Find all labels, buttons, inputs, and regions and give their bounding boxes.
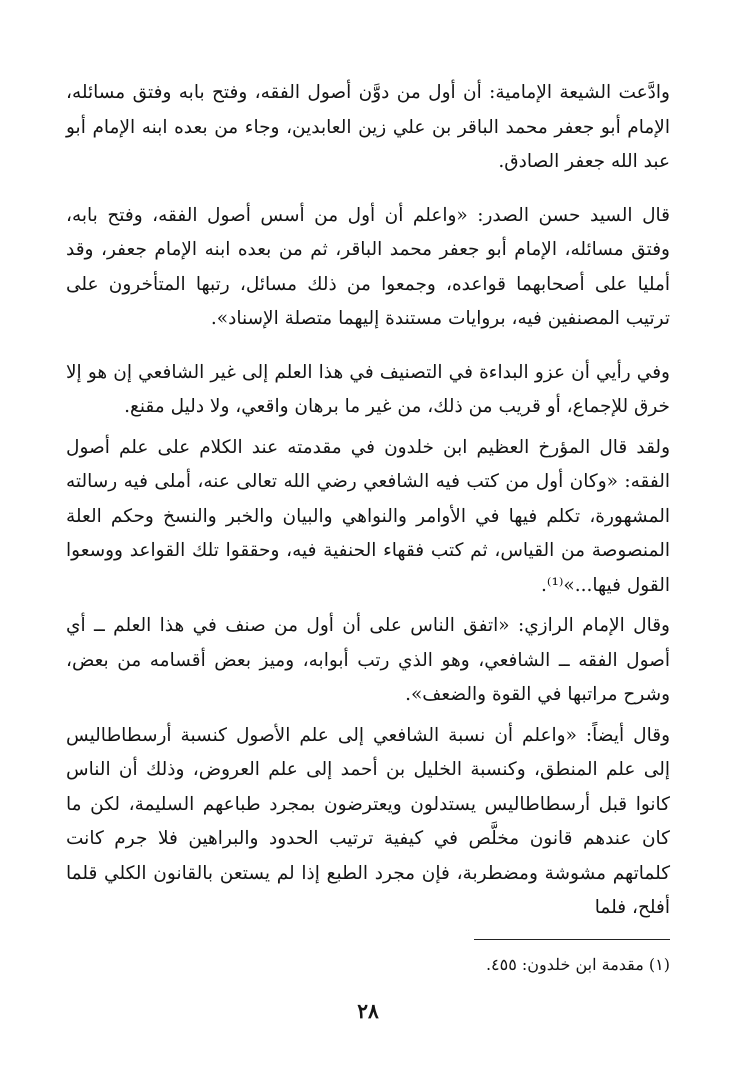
footnote-divider: [474, 939, 670, 940]
paragraph-razi-quote: وقال الإمام الرازي: «اتفق الناس على أن أول من صنف في هذا العلم ــ أي أصول الفقه ــ الشافعي، وهو الذي رتب أبوابه، وميز بعض أقسامه من بعض، وشرح مراتبها في القوة والضعف».: [66, 615, 670, 705]
paragraph-shia-claim: وادَّعت الشيعة الإمامية: أن أول من دوَّن أصول الفقه، وفتح بابه وفتق مسائله، الإمام أبو جعفر محمد الباقر بن علي زين العابدين، وجاء من بعده ابنه الإمام أبو عبد الله جعفر الصادق.: [66, 82, 670, 172]
paragraph-hasan-al-sadr-quote: قال السيد حسن الصدر: «واعلم أن أول من أسس أصول الفقه، وفتح بابه، وفتق مسائله، الإمام أبو جعفر محمد الباقر، ثم من بعده ابنه الإمام جعفر، وقد أمليا على أصحابهما قواعده، وجمعوا من ذلك مسائل، رتبها المتأخرون على ترتيب المصنفين فيه، بروايات مستندة إليهما متصلة الإسناد».: [66, 204, 670, 329]
footnote: (١) مقدمة ابن خلدون: ٤٥٥.: [485, 955, 670, 974]
paragraph-author-opinion: وفي رأيي أن عزو البداءة في التصنيف في هذا العلم إلى غير الشافعي إن هو إلا خرق للإجماع، أو قريب من ذلك، من غير ما برهان واقعي، ولا دليل مقنع.: [66, 361, 670, 417]
paragraph-ibn-khaldun-quote: ولقد قال المؤرخ العظيم ابن خلدون في مقدمته عند الكلام على علم أصول الفقه: «وكان أول من كتب فيه الشافعي رضي الله تعالى عنه، أملى فيه رسالته المشهورة، تكلم فيها في الأوامر والنواهي والبيان والخبر والنسخ وحكم العلة المنصوصة من القياس، ثم كتب فقهاء الحنفية فيه، وحققوا تلك القواعد ووسعوا القول فيها...»⁽¹⁾.: [66, 436, 670, 596]
page-body: [66, 76, 670, 926]
page-number: ٢٨: [357, 999, 379, 1023]
paragraph-razi-second-quote: وقال أيضاً: «واعلم أن نسبة الشافعي إلى علم الأصول كنسبة أرسطاطاليس إلى علم المنطق، وكنسبة الخليل بن أحمد إلى علم العروض، وذلك أن الناس كانوا قبل أرسطاطاليس يستدلون ويعترضون بمجرد طباعهم السليمة، لكن ما كان عندهم قانون مخلَّص في كيفية ترتيب الحدود والبراهين فلا جرم كانت كلماتهم مشوشة ومضطربة، فإن مجرد الطبع إذا لم يستعن بالقانون الكلي قلما أفلح، فلما: [66, 724, 670, 918]
